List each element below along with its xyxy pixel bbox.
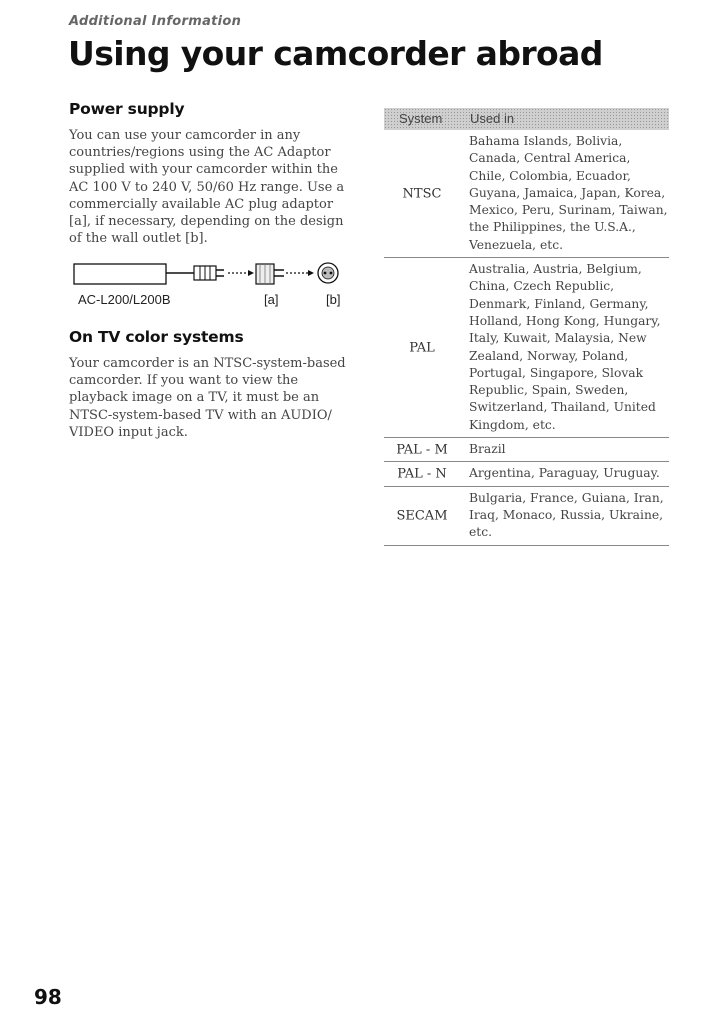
tv-systems-table [384,108,669,546]
power-supply-heading: Power supply [69,100,185,118]
used-in-cell: Brazil [469,442,506,457]
arrow-icon [286,270,314,276]
used-in-cell: Argentina, Paraguay, Uruguay. [469,466,660,481]
adaptor-diagram-graphic [72,262,354,292]
system-cell: PAL [409,340,435,356]
system-cell: PAL - M [396,442,448,458]
power-supply-text: You can use your camcorder in any countries/regions using the AC Adaptor supplied with your camcorder within the AC 100 V to 240 V, 50/60 Hz range. Use a commercially available AC plug adaptor [a], if necessary, depending on the design of the wall outlet [b]. [69,128,345,247]
section-tag: Additional Information [69,14,242,29]
system-cell: PAL - N [397,466,447,482]
table-header [384,108,669,130]
table-row [384,462,669,486]
column-header-system: System [399,111,443,126]
tv-color-heading: On TV color systems [69,328,244,346]
tv-color-text: Your camcorder is an NTSC-system-based camcorder. If you want to view the playback image on a TV, it must be an NTSC-system-based TV with an AUDIO/ VIDEO input jack. [69,356,346,440]
used-in-cell: Australia, Austria, Belgium, China, Czech Republic, Denmark, Finland, Germany, Holland, Hong Kong, Hungary, Italy, Kuwait, Malaysia, New Zealand, Norway, Poland, Portugal, Singapore, Slovak Republic, Spain, Sweden, Switzerland, Thailand, United Kingdom, etc. [469,262,661,432]
used-in-cell: Bahama Islands, Bolivia, Canada, Central America, Chile, Colombia, Ecuador, Guyana, Jamaica, Japan, Korea, Mexico, Peru, Surinam, Taiwan, the Philippines, the U.S.A., Venezuela, etc. [469,134,668,252]
adaptor-model-label: AC-L200/L200B [78,292,171,307]
table-row [384,258,669,438]
adaptor-diagram [72,262,354,310]
wall-outlet-label: [b] [326,292,341,307]
column-header-used-in: Used in [470,111,515,126]
table-row [384,487,669,546]
used-in-cell: Bulgaria, France, Guiana, Iran, Iraq, Monaco, Russia, Ukraine, etc. [469,490,664,540]
system-cell: NTSC [402,186,442,202]
plug-adaptor-icon [256,264,284,284]
plug-adaptor-label: [a] [264,292,279,307]
wall-outlet-icon [318,263,338,283]
table-row [384,438,669,462]
arrow-icon [228,270,254,276]
table-row [384,130,669,258]
system-cell: SECAM [396,508,448,524]
ac-adaptor-icon [74,264,224,284]
page-number: 98 [34,985,62,1009]
page-title: Using your camcorder abroad [68,34,603,73]
